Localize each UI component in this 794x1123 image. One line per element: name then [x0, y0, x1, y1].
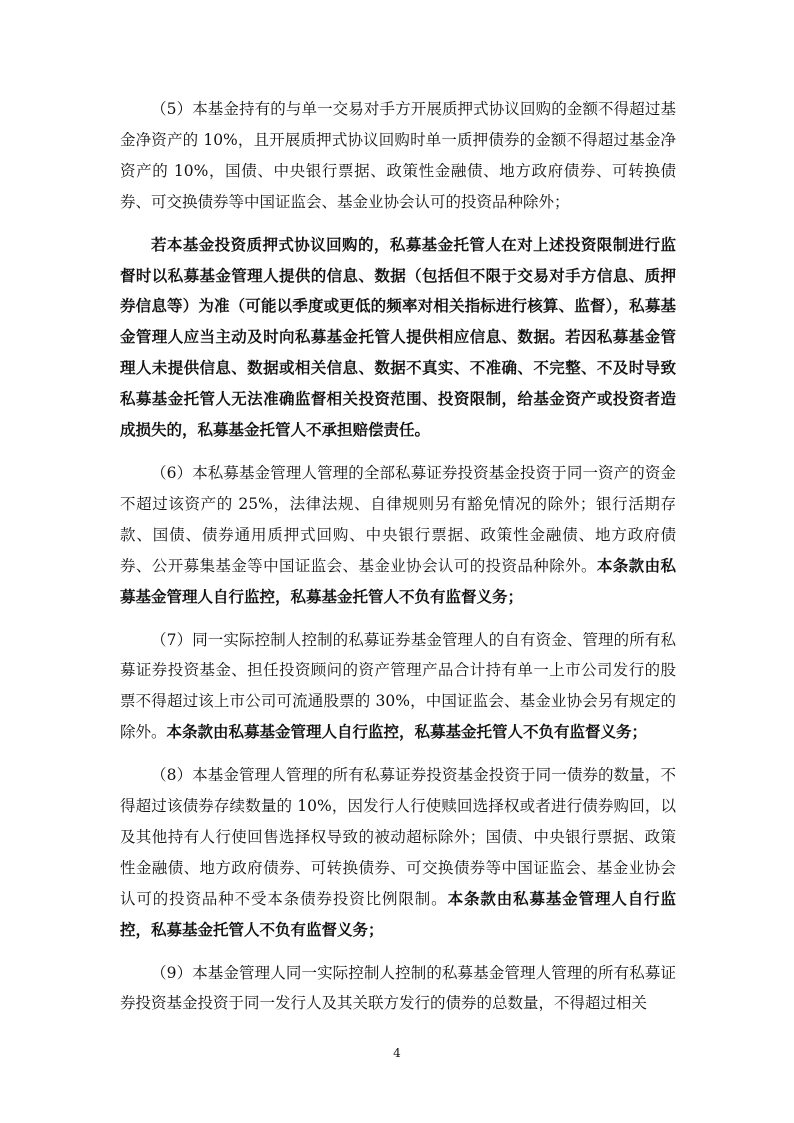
paragraph-bold-text: 本条款由私募基金管理人自行监控，私募基金托管人不负有监督义务；	[120, 888, 676, 939]
paragraph-text: （8）本基金管理人管理的所有私募证券投资基金投资于同一债券的数量，不得超过该债券存续数量的 10%，因发行人行使赎回选择权或者进行债券购回，以及其他持有人行使回售选择权导致的被动超标除外；国债、中央银行票据、政策性金融债、地方政府债券、可转换债券、可交换债券等中国证监会、基金业协会认可的投资品种不受本条债券投资比例限制。	[120, 766, 676, 908]
page-number: 4	[393, 1046, 401, 1060]
paragraph-8	[120, 760, 676, 945]
paragraph-text: （9）本基金管理人同一实际控制人控制的私募基金管理人管理的所有私募证券投资基金投资于同一发行人及其关联方发行的债券的总数量，不得超过相关	[120, 963, 676, 1013]
paragraph-9	[120, 958, 676, 1020]
paragraph-bold-text: 若本基金投资质押式协议回购的，私募基金托管人在对上述投资限制进行监督时以私募基金管理人提供的信息、数据（包括但不限于交易对手方信息、质押券信息等）为准（可能以季度或更低的频率对相关指标进行核算、监督），私募基金管理人应当主动及时向私募基金托管人提供相应信息、数据。若因私募基金管理人未提供信息、数据或相关信息、数据不真实、不准确、不完整、不及时导致私募基金托管人无法准确监督相关投资范围、投资限制，给基金资产或投资者造成损失的，私募基金托管人不承担赔偿责任。	[120, 234, 676, 440]
paragraph-text: （7）同一实际控制人控制的私募证券基金管理人的自有资金、管理的所有私募证券投资基金、担任投资顾问的资产管理产品合计持有单一上市公司发行的股票不得超过该上市公司可流通股票的 30%，中国证监会、基金业协会另有规定的除外。	[120, 630, 676, 742]
paragraph-text: （5）本基金持有的与单一交易对手方开展质押式协议回购的金额不得超过基金净资产的 10%，且开展质押式协议回购时单一质押债券的金额不得超过基金净资产的 10%，国债、中央银行票据、政策性金融债、地方政府债券、可转换债券、可交换债券等中国证监会、基金业协会认可的投资品种除外；	[120, 100, 676, 211]
paragraph-supervision-note	[120, 230, 676, 446]
paragraph-7	[120, 625, 676, 749]
paragraph-text: （6）本私募基金管理人管理的全部私募证券投资基金投资于同一资产的资金不超过该资产的 25%，法律法规、自律规则另有豁免情况的除外；银行活期存款、国债、债券通用质押式回购、中央银行票据、政策性金融债、地方政府债券、公开募集基金等中国证监会、基金业协会认可的投资品种除外。	[120, 463, 676, 575]
body-text	[120, 94, 676, 1031]
paragraph-6	[120, 458, 676, 613]
paragraph-bold-text: 本条款由私募基金管理人自行监控，私募基金托管人不负有监督义务；	[120, 555, 676, 606]
paragraph-5	[120, 94, 676, 218]
paragraph-bold-text: 本条款由私募基金管理人自行监控，私募基金托管人不负有监督义务；	[166, 722, 648, 742]
